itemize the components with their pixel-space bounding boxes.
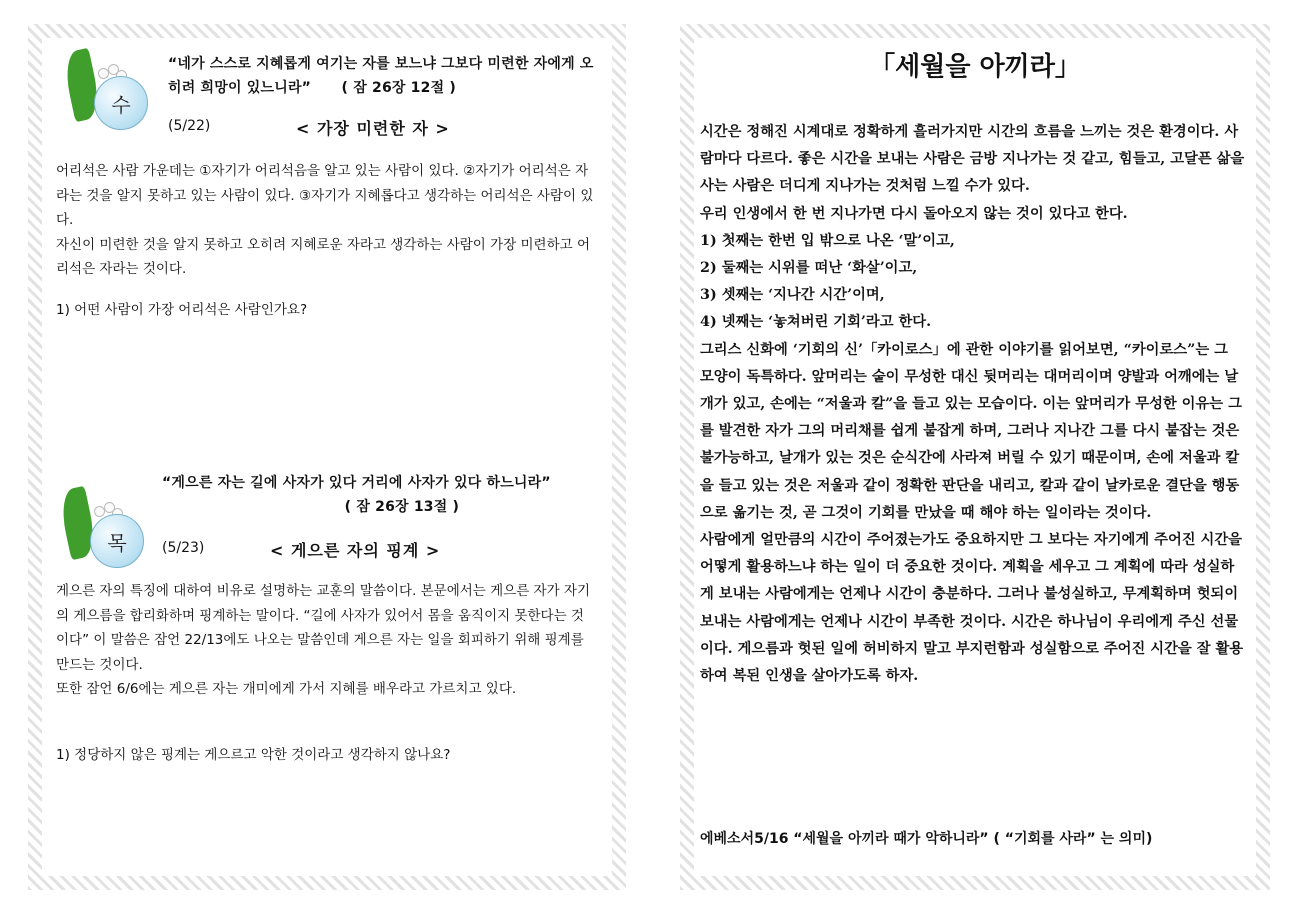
left-page	[28, 24, 626, 890]
question: 1) 정당하지 않은 핑계는 게으르고 악한 것이라고 생각하지 않나요?	[56, 747, 451, 763]
section-heading: < 가장 미련한 자 >	[296, 119, 450, 138]
lily-icon	[64, 46, 144, 136]
quote-text: “네가 스스로 지혜롭게 여기는 자를 보느냐 그보다 미련한 자에게 오히려 희망이 있느니라”	[168, 56, 594, 96]
question: 1) 어떤 사람이 가장 어리석은 사람인가요?	[56, 302, 308, 318]
paragraph: 그리스 신화에 ‘기회의 신’「카이로스」에 관한 이야기를 읽어보면, “카이로스”는 그 모양이 독특하다. 앞머리는 숱이 무성한 대신 뒷머리는 대머리이며 양발과 어깨에는 날개가 있고, 손에는 “저울과 칼”을 들고 있는 모습이다. 이는 앞머리가 무성한 이유는 그를 발견한 자가 그의 머리채를 쉽게 붙잡게 하며, 그러나 지나간 그를 다시 붙잡는 것은 불가능하고, 날개가 있는 것은 순식간에 사라져 버릴 수 있기 때문이며, 손에 저울과 칼을 들고 있는 것은 저울과 같이 정확한 판단을 내리고, 칼과 같이 날카로운 결단을 행동으로 옮기는 것, 곧 그것이 기회를 만났을 때 해야 하는 일이라는 것이다.	[700, 341, 1242, 521]
list-item: 3) 셋째는 ‘지나간 시간’이며,	[700, 287, 885, 304]
paragraph: 시간은 정해진 시계대로 정확하게 흘러가지만 시간의 흐름을 느끼는 것은 환경이다. 사람마다 다르다. 좋은 시간을 보내는 사람은 금방 지나가는 것 같고, 힘들고, 고달픈 삶을 사는 사람은 더디게 지나가는 것처럼 느낄 수가 있다.	[700, 124, 1245, 195]
quote-reference: ( 잠 26장 13절 )	[344, 499, 460, 515]
article-body	[700, 119, 1246, 690]
quote-text: “게으른 자는 길에 사자가 있다 거리에 사자가 있다 하느니라”	[162, 475, 551, 491]
page-title: 「세월을 아끼라」	[869, 52, 1081, 82]
section-body: 게으른 자의 특징에 대하여 비유로 설명하는 교훈의 말씀이다. 본문에서는 게으른 자가 자기의 게으름을 합리화하며 핑계하는 말이다. “길에 사자가 있어서 몸을 움직이지 못한다는 것이다” 이 말씀은 잠언 22/13에도 나오는 말씀인데 게으른 자는 일을 회피하기 위해 핑계를 만드는 것이다. 또한 잠언 6/6에는 게으른 자는 개미에게 가서 지혜를 배우라고 가르치고 있다.	[56, 583, 591, 697]
quote	[162, 471, 596, 519]
day-badge: 수	[94, 76, 148, 130]
date-label: (5/23)	[162, 540, 205, 556]
day-badge: 목	[90, 514, 144, 568]
quote-reference: ( 잠 26장 12절 )	[341, 80, 456, 96]
right-page	[680, 24, 1270, 890]
list-item: 1) 첫째는 한번 입 밖으로 나온 ‘말’이고,	[700, 232, 955, 249]
section-heading: < 게으른 자의 핑계 >	[270, 541, 441, 560]
paragraph: 우리 인생에서 한 번 지나가면 다시 돌아오지 않는 것이 있다고 한다.	[700, 205, 1128, 222]
section-body: 어리석은 사람 가운데는 ①자기가 어리석음을 알고 있는 사람이 있다. ②자기가 어리석은 자라는 것을 알지 못하고 있는 사람이 있다. ③자기가 지혜롭다고 생각하는 어리석은 사람이 있다. 자신이 미련한 것을 알지 못하고 오히려 지혜로운 자라고 생각하는 사람이 가장 미련하고 어리석은 자라는 것이다.	[56, 163, 594, 277]
quote	[168, 52, 596, 100]
scripture-footer: 에베소서5/16 “세월을 아끼라 때가 악하니라” ( “기회를 사라” 는 의미)	[700, 831, 1153, 847]
date-label: (5/22)	[168, 118, 211, 134]
paragraph: 사람에게 얼만큼의 시간이 주어졌는가도 중요하지만 그 보다는 자기에게 주어진 시간을 어떻게 활용하느냐 하는 일이 더 중요한 것이다. 계획을 세우고 그 계획에 따라 성실하게 보내는 사람에게는 언제나 시간이 충분하다. 그러나 불성실하고, 무계획하며 헛되이 보내는 사람에게는 언제나 시간이 부족한 것이다. 시간은 하나님이 우리에게 주신 선물이다. 게으름과 헛된 일에 허비하지 말고 부지런함과 성실함으로 주어진 시간을 잘 활용하여 복된 인생을 살아가도록 하자.	[700, 532, 1244, 685]
list-item: 2) 둘째는 시위를 떠난 ‘화살’이고,	[700, 260, 918, 277]
lily-icon	[60, 484, 140, 574]
list-item: 4) 넷째는 ‘놓쳐버린 기회’라고 한다.	[700, 314, 932, 331]
